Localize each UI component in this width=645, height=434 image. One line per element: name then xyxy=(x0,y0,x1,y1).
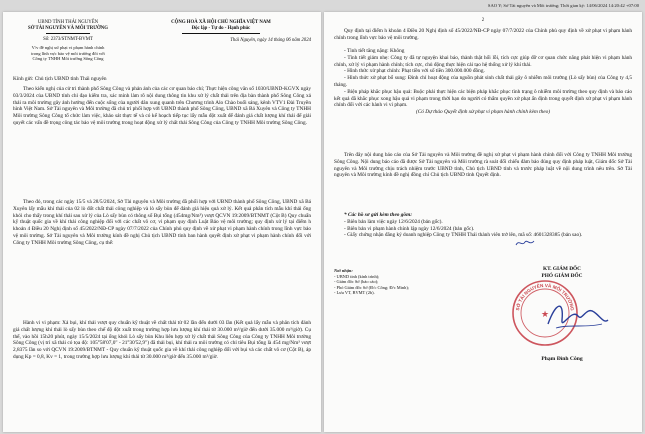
body-paragraph-2: Theo đó, trong các ngày 15/5 và 28/5/2024, Sở Tài nguyên và Môi trường đã phối hợp với UBND thành phố Sông Công, UBND xã Bá Xuyên lấy mẫu khí thải của 02 lò đốt chất thải công nghiệp và lò sấy bùn để đánh giá hiệu quả xử lý. Kết quả phân tích mẫu khí thải ống khói cho thấy trong khí thải sau xử lý của Lò sấy bùn có thông số Bụi tổng (454mg/Nm³) vượt QCVN 19:2009/BTNMT (Cột B) Quy chuẩn kỹ thuật quốc gia về khí thải công nghiệp đối với các chất vô cơ, vi phạm quy định Luật Bảo vệ môi trường; quy định xử lý tại điểm h khoản 4 Điều 20 Nghị định số 45/2022/NĐ-CP ngày 07/7/2022 của Chính phủ quy định về xử phạt vi phạm hành chính trong lĩnh vực bảo vệ môi trường. Sở Tài nguyên và Môi trường kính đề nghị Chủ tịch UBND tỉnh ban hành quyết định xử phạt vi phạm hành chính đối với Công ty TNHH Môi trường Sông Công, cụ thể: xyxy=(13,199,311,246)
national-title: CỘNG HOÀ XÃ HỘI CHỦ NGHĨA VIỆT NAM xyxy=(171,20,271,25)
sign-for-label: KT. GIÁM ĐỐC xyxy=(542,266,581,272)
legal-basis-paragraph: Quy định tại điểm h khoản 4 Điều 20 Nghị định số 45/2022/NĐ-CP ngày 07/7/2022 của Chính phủ quy định về xử phạt vi phạm hành chính trong lĩnh vực bảo vệ môi trường. xyxy=(334,28,632,41)
penalty-item: - Hình thức xử phạt bổ sung: Đình chỉ hoạt động của nguồn phát sinh chất thải gây ô nhiễm môi trường (Lò sấy bùn) của Công ty 4,5 tháng. xyxy=(334,75,632,88)
penalty-item: - Tình tiết tăng nặng: Không xyxy=(344,48,405,54)
initials-mark xyxy=(514,238,536,248)
agency-name: SỞ TÀI NGUYÊN VÀ MÔI TRƯỜNG xyxy=(28,26,108,31)
subject-line: V/v đề nghị xử phạt vi phạm hành chính xyxy=(31,45,105,50)
recipients-label: Nơi nhận: xyxy=(334,268,353,273)
recipient-line: Kính gửi: Chủ tịch UBND tỉnh Thái nguyên xyxy=(13,76,107,82)
handwritten-signature xyxy=(542,294,612,340)
motto-underline xyxy=(182,33,260,34)
stamp-text: SỞ TÀI NGUYÊN VÀ MÔI TRƯỜNG xyxy=(515,282,575,311)
agency-parent: UBND TỈNH THÁI NGUYÊN xyxy=(37,20,99,25)
penalty-item: - Tình tiết giảm nhẹ: Công ty đã tự nguyện khai báo, thành thật hối lỗi, tích cực giúp đỡ cơ quan chức năng phát hiện vi phạm hành chính, xử lý vi phạm hành chính; tích cực, chủ động thực hiện cải tạo hệ thống xử lý khí thải. xyxy=(334,54,632,68)
document-page-1 xyxy=(3,12,321,432)
agency-underline xyxy=(46,33,90,34)
national-motto: Độc lập - Tự do - Hạnh phúc xyxy=(191,26,251,31)
attachment-item: - Biên bản làm việc ngày 12/6/2024 (bản gốc). xyxy=(344,218,443,225)
penalty-item: - Hình thức xử phạt chính: Phạt tiền với số tiền 300.000.000 đồng. xyxy=(344,68,485,75)
letterhead-right xyxy=(125,20,317,44)
penalty-items xyxy=(334,48,632,116)
recipient-item: - Lưu VT, BVMT (2b). xyxy=(334,290,375,296)
place-date: Thái Nguyên, ngày 14 tháng 06 năm 2024 xyxy=(230,38,311,43)
svg-text:★: ★ xyxy=(540,309,550,319)
document-number: Số: 2373/STNMT-BVMT xyxy=(43,37,93,42)
digital-signature-line: SAO Y; Sở Tài nguyên và Môi trường; Thời gian ký: 14/06/2024 14:20:42 +07:00 xyxy=(487,3,639,8)
subject-line: Công ty TNHH Môi trường Sông Công xyxy=(32,56,104,62)
attachments-heading: * Các hồ sơ gửi kèm theo gồm: xyxy=(344,212,412,218)
recipient-item: - Giám đốc Sở (báo cáo); xyxy=(334,279,379,285)
draft-decision-note: (Có Dự thảo Quyết định xử phạt vi phạm hành chính kèm theo) xyxy=(415,109,551,116)
body-paragraph-3: Hành vi vi phạm: Xả bụi, khí thải vượt quy chuẩn kỹ thuật về chất thải từ 02 lần đến dưới 03 lần (Kết quả lấy mẫu và phân tích đánh giá chất lượng khí thải lò sấy bùn theo chế độ đột xuất trong trường hợp lưu lượng khí thải từ 30.000 m³/giờ đến dưới 35.000 m³/giờ). Cụ thể, vào hồi 15h20 phút, ngày 15/5/2024 tại ống khói Lò sấy bùn Khu liên hợp xử lý chất thải Sông Công của Công ty TNHH Môi trường Sông Công (vị trí xã thải có tọa độ: 105°58'07,0" - 21°30'52,9") đã thải bụi, khí thải ra môi trường có chỉ tiêu Bụi tổng là 454 mg/Nm³ vượt 2,8375 lần so với QCVN 19:2009/BTNMT - Quy chuẩn kỹ thuật quốc gia về khí thải công nghiệp đối với bụi và các chất vô cơ (Cột B), áp dụng Kp = 0,8, Kv = 1, trong trường hợp lưu lượng khí thải từ 30.000 m³/giờ đến 35.000 m³/giờ. xyxy=(13,320,311,360)
attachments-block xyxy=(334,212,632,239)
body-paragraph-1: Theo kiến nghị của cử tri thành phố Sông Công và phản ánh của các cơ quan báo chí; Thực hiện công văn số 1030/UBND-KGVX ngày 03/3/2024 của UBND tỉnh chỉ đạo kiểm tra, xác minh làm rõ nội dung thông tin khu xử lý chất thải trên địa bàn thành phố Sông Công xả thải ra môi trường gây ảnh hưởng đến cuộc sống của người dân xung quanh trên Chương trình Alo Chào buổi sáng, kênh VTV1 Đài Truyền hình Việt Nam. Sở Tài nguyên và Môi trường đã chủ trì phối hợp với UBND thành phố Sông Công, UBND xã Bá Xuyên và Công ty TNHH Môi trường Sông Công tổ chức làm việc, khảo sát thực tế và có kế hoạch tiếp tục lấy mẫu đột xuất để đánh giá chất lượng khí thải để giải quyết các vấn đề trọng công tác bảo vệ môi trường trong hoạt động xử lý chất thải Sông Công của Công ty TNHH Môi trường Sông Công. xyxy=(13,86,311,126)
recipients-block xyxy=(334,268,454,296)
signer-name: Phạm Đình Công xyxy=(541,356,583,362)
letterhead-left xyxy=(9,20,127,62)
closing-paragraph: Trên đây nội dung báo cáo của Sở Tài nguyên và Môi trường đề nghị xử phạt vi phạm hành chính đối với Công ty TNHH Môi trường Sông Công. Nội dung báo cáo đã được Sở Tài nguyên và Môi trường rà soát đối chiếu đảm bảo đúng quy định pháp luật, Giám đốc Sở Tài nguyên và Môi trường chịu trách nhiệm trước UBND tỉnh, Chủ tịch UBND tỉnh và trước pháp luật về nội dung trình nêu trên. Sở Tài nguyên và Môi trường kính đề nghị đồng chí Chủ tịch UBND tỉnh Quyết định. xyxy=(334,152,632,179)
recipient-item: - Phó Giám đốc Sở (Đ/c Công; Đ/c Minh); xyxy=(334,284,410,290)
attachment-item: - Giấy chứng nhận đăng ký doanh nghiệp Công ty TNHH Thái thành viên trở lên, mã số: 4601328385 (bản sao). xyxy=(344,232,583,239)
document-page-2 xyxy=(324,12,642,432)
page-number: 2 xyxy=(481,18,485,23)
document-subject xyxy=(9,45,127,62)
subject-line: trong lĩnh vực bảo vệ môi trường đối với xyxy=(31,50,105,56)
attachment-item: - Biên bản vi phạm hành chính lập ngày 12/6/2024 (bản gốc). xyxy=(344,225,475,232)
recipient-item: - UBND tỉnh (kính trình); xyxy=(334,273,380,279)
penalty-item: - Biện pháp khắc phục hậu quả: Buộc phải thực hiện các biện pháp khắc phục tình trạng ô nhiễm môi trường theo quy định và báo cáo kết quả đã khắc phục xong hậu quả vi phạm trong thời hạn do người có thẩm quyền xử phạt ấn định trong quyết định xử phạt vi phạm hành chính đối với các hành vi vi phạm. xyxy=(334,88,632,109)
sign-title: PHÓ GIÁM ĐỐC xyxy=(541,272,583,279)
